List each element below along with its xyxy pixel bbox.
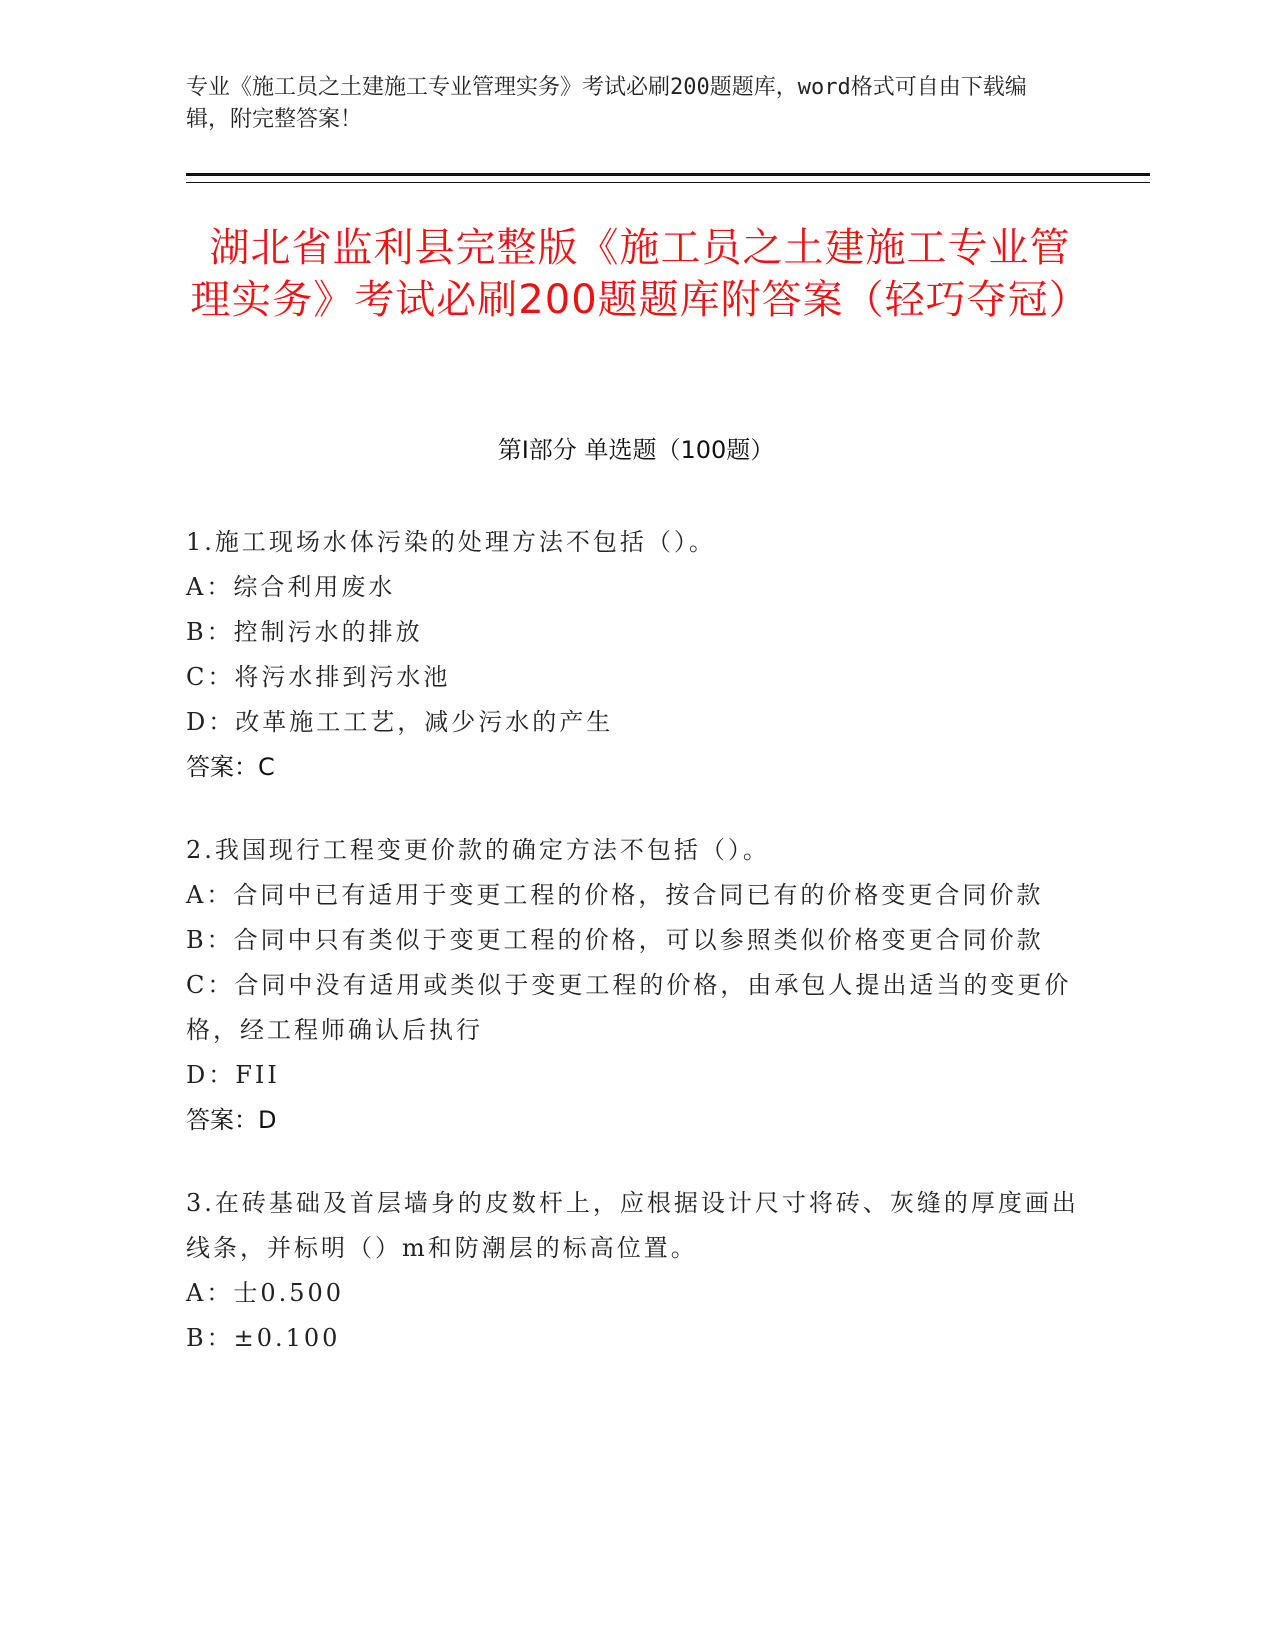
question-2 — [186, 828, 1086, 1143]
question-list — [186, 520, 1086, 1399]
option-b: B：控制污水的排放 — [186, 618, 423, 646]
question-stem: 1.施工现场水体污染的处理方法不包括（）。 — [186, 528, 716, 556]
question-1 — [186, 520, 1086, 790]
option-c: C：合同中没有适用或类似于变更工程的价格，由承包人提出适当的变更价格，经工程师确认后执行 — [186, 971, 1072, 1044]
question-3 — [186, 1181, 1086, 1361]
answer: 答案：D — [186, 1106, 277, 1134]
option-b: B：±0.100 — [186, 1324, 341, 1352]
option-b: B：合同中只有类似于变更工程的价格，可以参照类似价格变更合同价款 — [186, 926, 1044, 954]
document-title: 湖北省监利县完整版《施工员之土建施工专业管理实务》考试必刷200题题库附答案（轻巧夺冠） — [190, 225, 1090, 323]
option-c: C：将污水排到污水池 — [186, 663, 451, 691]
answer: 答案：C — [186, 753, 275, 781]
option-d: D：FII — [186, 1061, 280, 1089]
question-stem: 3.在砖基础及首层墙身的皮数杆上，应根据设计尺寸将砖、灰缝的厚度画出线条，并标明（）m和防潮层的标高位置。 — [186, 1189, 1079, 1262]
header-divider-thick — [186, 173, 1150, 176]
option-d: D：改革施工工艺，减少污水的产生 — [186, 708, 614, 736]
header-divider-thin — [186, 182, 1150, 183]
section-title: 第Ⅰ部分 单选题（100题） — [497, 436, 775, 464]
option-a: A：综合利用废水 — [186, 573, 396, 601]
question-stem: 2.我国现行工程变更价款的确定方法不包括（）。 — [186, 836, 770, 864]
header-note: 专业《施工员之土建施工专业管理实务》考试必刷200题题库，word格式可自由下载编辑，附完整答案！ — [186, 75, 1027, 132]
option-a: A：士0.500 — [186, 1279, 345, 1307]
option-a: A：合同中已有适用于变更工程的价格，按合同已有的价格变更合同价款 — [186, 881, 1044, 909]
